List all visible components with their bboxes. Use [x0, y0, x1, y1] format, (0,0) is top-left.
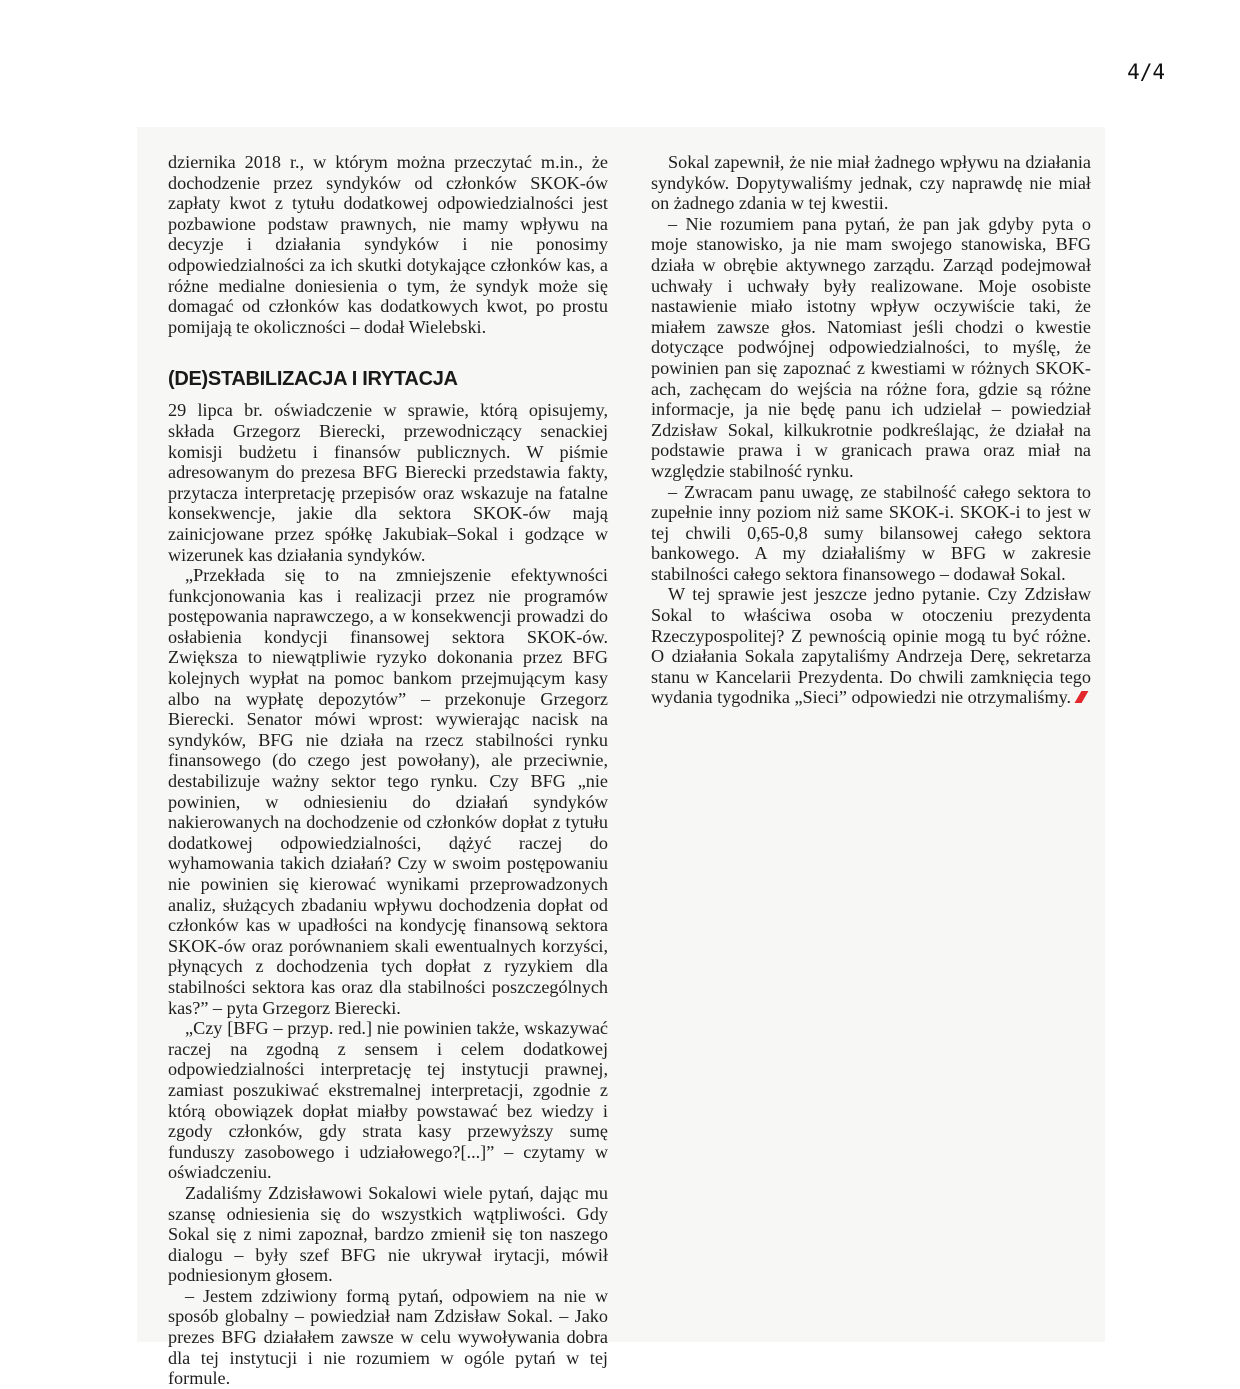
article-paragraph: – Nie rozumiem pana pytań, że pan jak gdyby pyta o moje stanowisko, ja nie mam swojego stanowiska, BFG działa w obrębie aktywnego zarządu. Zarząd podejmował uchwały i uchwały były realizowane. Moje osobiste nastawienie miało istotny wpływ oczywiście taki, że miałem zawsze głos. Natomiast jeśli chodzi o kwestie dotyczące podwójnej odpowiedzialności, to myślę, że powinien pan się zapoznać z kwestiami w różnych SKOK-ach, zachęcam do wejścia na różne fora, gdzie są różne informacje, ja nie będę panu ich udzielał – powiedział Zdzisław Sokal, kilkukrotnie podkreślając, że działał na podstawie prawa i w granicach prawa oraz miał na względzie stabilność rynku. [651, 213, 1091, 481]
article-paragraph: – Zwracam panu uwagę, ze stabilność całego sektora to zupełnie inny poziom niż same SKOK-i. SKOK-i to jest w tej chwili 0,65-0,8 sumy bilansowej całego sektora bankowego. A my działaliśmy w BFG w zakresie stabilności całego sektora finansowego – dodawał Sokal. [651, 481, 1091, 584]
article-paragraph-final [651, 584, 1091, 708]
article-paragraph: „Przekłada się to na zmniejszenie efektywności funkcjonowania kas i realizacji przez nie programów postępowania naprawczego, a w konsekwencji prowadzi do osłabienia kondycji finansowej sektora SKOK-ów. Zwiększa to niewątpliwie ryzyko dokonania przez BFG kolejnych wypłat na pomoc bankom przejmującym kasy albo na wypłatę depozytów” – przekonuje Grzegorz Bierecki. Senator mówi wprost: wywierając nacisk na syndyków, BFG nie działa na rzecz stabilności rynku finansowego (do czego jest powołany), ale przeciwnie, destabilizuje ważny sektor tego rynku. Czy BFG „nie powinien, w odniesieniu do działań syndyków nakierowanych na dochodzenie od członków dopłat z tytułu dodatkowej odpowiedzialności, dążyć raczej do wyhamowania takich działań? Czy w swoim postępowaniu nie powinien się kierować wynikami przeprowadzonych analiz, służących zbadaniu wpływu dochodzenia dopłat od członków kas w upadłości na kondycję finansową sektora SKOK-ów oraz porównaniem skali ewentualnych korzyści, płynących z dochodzenia tych dopłat z ryzykiem dla stabilności sektora kas oraz dla stabilności poszczególnych kas?” – pyta Grzegorz Bierecki. [168, 565, 608, 1018]
article-left-column [168, 152, 608, 1389]
article-right-column [651, 152, 1091, 708]
section-heading: (DE)STABILIZACJA I IRYTACJA [168, 368, 458, 391]
article-paragraph: 29 lipca br. oświadczenie w sprawie, którą opisujemy, składa Grzegorz Bierecki, przewodniczący senackiej komisji budżetu i finansów publicznych. W piśmie adresowanym do prezesa BFG Bierecki przedstawia fakty, przytacza interpretację przepisów oraz wskazuje na fatalne konsekwencje, jakie dla sektora SKOK-ów mają zainicjowane przez spółkę Jakubiak–Sokal i godzące w wizerunek kas działania syndyków. [168, 400, 608, 565]
article-paragraph: „Czy [BFG – przyp. red.] nie powinien także, wskazywać raczej na zgodną z sensem i celem dodatkowej odpowiedzialności interpretację tej instytucji prawnej, zamiast poszukiwać ekstremalnej interpretacji, zgodnie z którą obowiązek dopłat miałby powstawać bez wiedzy i zgody członków, gdy strata kasy przewyższy sumę funduszy zasobowego i udziałowego?[...]” – czytamy w oświadczeniu. [168, 1018, 608, 1183]
article-paragraph: Zadaliśmy Zdzisławowi Sokalowi wiele pytań, dając mu szansę odniesienia się do wszystkich wątpliwości. Gdy Sokal się z nimi zapoznał, bardzo zmienił się ton naszego dialogu – były szef BFG nie ukrywał irytacji, mówił podniesionym głosem. [168, 1182, 608, 1286]
article-paragraph: – Jestem zdziwiony formą pytań, odpowiem na nie w sposób globalny – powiedział nam Zdzisław Sokal. – Jako prezes BFG działałem zawsze w celu wywoływania dobra dla tej instytucji i nie rozumiem w ogóle pytań w tej formule. [168, 1285, 608, 1389]
end-mark-icon [1075, 691, 1089, 703]
article-paragraph: Sokal zapewnił, że nie miał żadnego wpływu na działania syndyków. Dopytywaliśmy jednak, czy naprawdę nie miał on żadnego zdania w tej kwestii. [651, 152, 1091, 214]
page-number: 4/4 [1127, 60, 1165, 84]
final-paragraph-text: W tej sprawie jest jeszcze jedno pytanie. Czy Zdzisław Sokal to właściwa osoba w otoczeniu prezydenta Rzeczypospolitej? Z pewnością opinie mogą tu być różne. O działania Sokala zapytaliśmy Andrzeja Derę, sekretarza stanu w Kancelarii Prezydenta. Do chwili zamknięcia tego wydania tygodnika „Sieci” odpowiedzi nie otrzymaliśmy. [651, 584, 1091, 708]
intro-paragraph: dziernika 2018 r., w którym można przeczytać m.in., że dochodzenie przez syndyków od członków SKOK-ów zapłaty kwot z tytułu dodatkowej odpowiedzialności jest pozbawione podstaw prawnych, nie mamy wpływu na decyzje i działania syndyków i nie ponosimy odpowiedzialności za ich skutki dotykające członków kas, a różne medialne doniesienia o tym, że syndyk może się domagać od członków kas dodatkowych kwot, po prostu pomijają te okoliczności – dodał Wielebski. [168, 152, 608, 337]
